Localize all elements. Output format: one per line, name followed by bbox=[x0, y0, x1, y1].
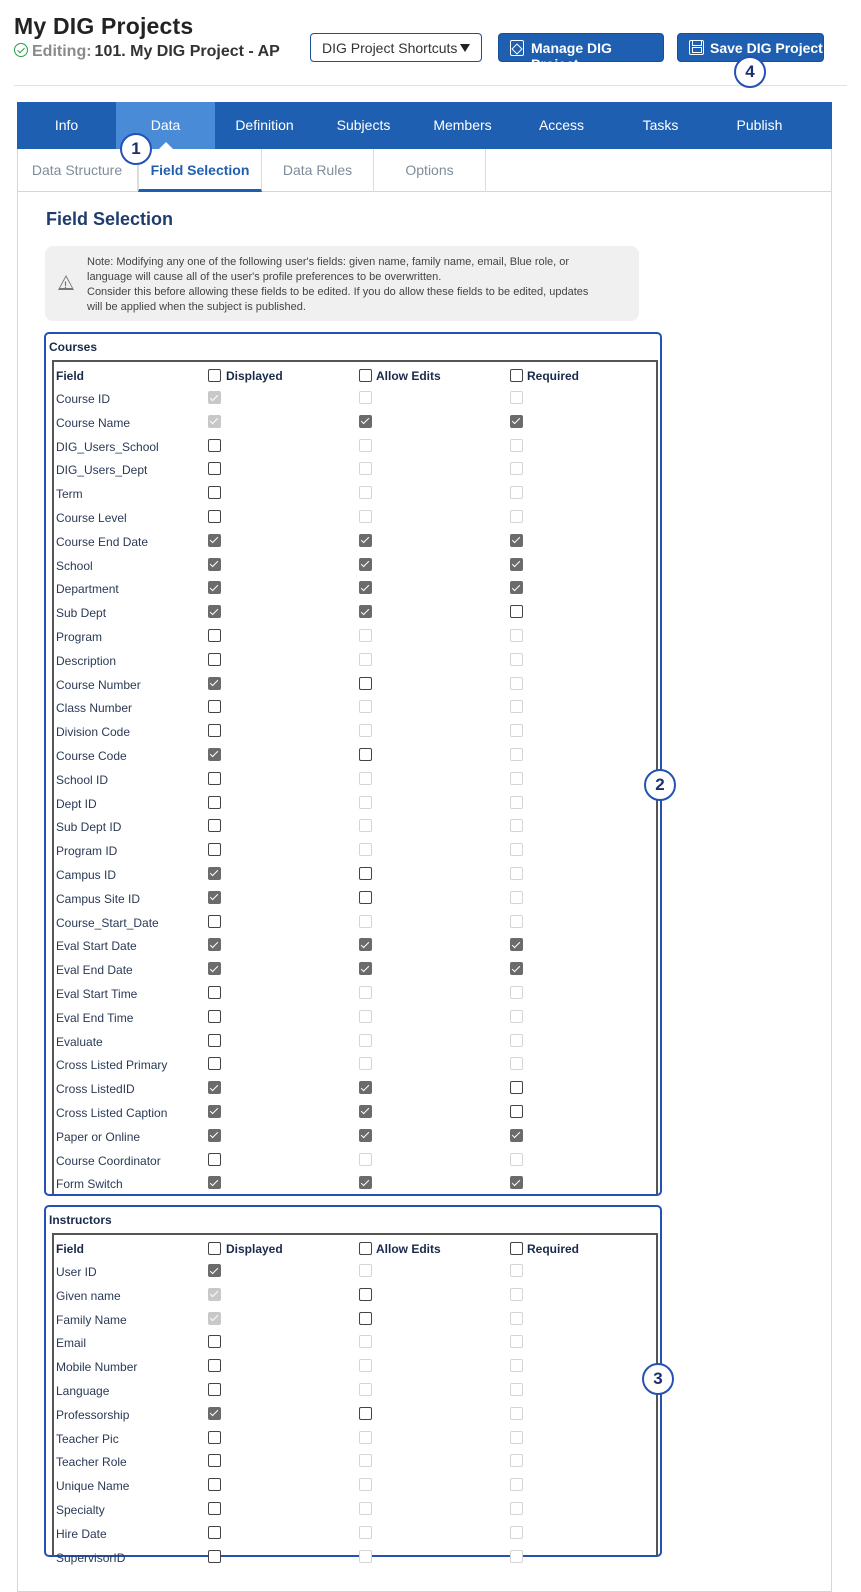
table-row bbox=[54, 1307, 656, 1331]
field-name: Course Coordinator bbox=[56, 1153, 161, 1168]
table-row bbox=[54, 1378, 656, 1402]
allow-edits-checkbox[interactable] bbox=[359, 1129, 372, 1142]
displayed-checkbox[interactable] bbox=[208, 1129, 221, 1142]
allow-edits-checkbox bbox=[359, 629, 372, 642]
field-name: School ID bbox=[56, 772, 109, 787]
allow-edits-checkbox bbox=[359, 915, 372, 928]
project-name: 101. My DIG Project - AP bbox=[94, 43, 280, 60]
note-line-1: Note: Modifying any one of the following user's fields: given name, family name, email, Blue role, or bbox=[87, 256, 570, 268]
manage-project-button[interactable] bbox=[498, 33, 664, 72]
manage-icon bbox=[510, 40, 524, 56]
field-name: Paper or Online bbox=[56, 1129, 141, 1144]
required-checkbox bbox=[510, 462, 523, 475]
allow-edits-checkbox[interactable] bbox=[359, 534, 372, 547]
allow-edits-checkbox[interactable] bbox=[359, 748, 372, 761]
callout-3: 3 bbox=[642, 1363, 674, 1395]
allow-edits-checkbox bbox=[359, 653, 372, 666]
check-circle-icon bbox=[14, 43, 28, 57]
field-name: Course ID bbox=[56, 392, 111, 406]
tab-publish[interactable]: Publish bbox=[736, 117, 783, 133]
displayed-checkbox[interactable] bbox=[208, 581, 221, 594]
shortcuts-dropdown[interactable] bbox=[310, 33, 482, 62]
table-row bbox=[54, 1354, 656, 1378]
required-checkbox bbox=[510, 867, 523, 880]
field-name: Form Switch bbox=[56, 1177, 123, 1192]
allow-edits-checkbox bbox=[359, 1502, 372, 1515]
tab-tasks[interactable]: Tasks bbox=[642, 117, 679, 133]
allow-edits-checkbox bbox=[359, 1526, 372, 1539]
table-row bbox=[54, 981, 656, 1005]
field-name: Program ID bbox=[56, 844, 118, 859]
table-row bbox=[54, 1259, 656, 1283]
caret-down-icon bbox=[460, 44, 470, 52]
allow-edits-checkbox bbox=[359, 724, 372, 737]
field-name: Campus ID bbox=[56, 867, 117, 882]
table-row bbox=[54, 1497, 656, 1521]
subtab-data-structure[interactable]: Data Structure bbox=[17, 149, 138, 192]
allow-edits-checkbox[interactable] bbox=[359, 1105, 372, 1118]
table-row bbox=[54, 1171, 656, 1195]
field-name: Hire Date bbox=[56, 1526, 107, 1541]
displayed-checkbox[interactable] bbox=[208, 1153, 221, 1166]
tab-data[interactable]: Data bbox=[116, 102, 215, 149]
select-all-required[interactable] bbox=[510, 369, 523, 382]
required-checkbox bbox=[510, 724, 523, 737]
field-name: Course_Start_Date bbox=[56, 915, 159, 930]
field-name: Program bbox=[56, 629, 103, 644]
field-name: Specialty bbox=[56, 1502, 105, 1517]
callout-2: 2 bbox=[644, 769, 676, 801]
table-row bbox=[54, 410, 656, 434]
table-row bbox=[54, 1521, 656, 1545]
col-allow-edits: Allow Edits bbox=[376, 369, 441, 383]
displayed-checkbox[interactable] bbox=[208, 1359, 221, 1372]
allow-edits-checkbox[interactable] bbox=[359, 891, 372, 904]
allow-edits-checkbox bbox=[359, 1264, 372, 1277]
required-checkbox bbox=[510, 510, 523, 523]
required-checkbox bbox=[510, 1526, 523, 1539]
displayed-checkbox[interactable] bbox=[208, 462, 221, 475]
allow-edits-checkbox[interactable] bbox=[359, 1176, 372, 1189]
required-checkbox bbox=[510, 796, 523, 809]
table-row bbox=[54, 600, 656, 624]
table-row bbox=[54, 672, 656, 696]
displayed-checkbox[interactable] bbox=[208, 486, 221, 499]
section-title: Field Selection bbox=[46, 209, 174, 229]
table-row bbox=[54, 1005, 656, 1029]
field-name: Cross ListedID bbox=[56, 1082, 135, 1097]
displayed-checkbox bbox=[208, 391, 221, 404]
field-name: Teacher Pic bbox=[56, 1431, 119, 1446]
field-name: Eval End Date bbox=[56, 963, 133, 978]
displayed-checkbox[interactable] bbox=[208, 1057, 221, 1070]
displayed-checkbox[interactable] bbox=[208, 534, 221, 547]
allow-edits-checkbox bbox=[359, 1010, 372, 1023]
displayed-checkbox[interactable] bbox=[208, 891, 221, 904]
allow-edits-checkbox bbox=[359, 486, 372, 499]
allow-edits-checkbox bbox=[359, 1335, 372, 1348]
table-row bbox=[54, 743, 656, 767]
table-row bbox=[54, 1330, 656, 1354]
courses-rows bbox=[54, 386, 656, 1195]
required-checkbox[interactable] bbox=[510, 962, 523, 975]
displayed-checkbox[interactable] bbox=[208, 867, 221, 880]
table-row bbox=[54, 1473, 656, 1497]
field-name: Term bbox=[56, 487, 83, 502]
allow-edits-checkbox bbox=[359, 819, 372, 832]
field-name: Course End Date bbox=[56, 534, 149, 549]
instructors-rows bbox=[54, 1259, 656, 1568]
allow-edits-checkbox bbox=[359, 986, 372, 999]
table-row bbox=[54, 553, 656, 577]
field-name: Teacher Role bbox=[56, 1455, 127, 1470]
table-row bbox=[54, 1052, 656, 1076]
required-checkbox[interactable] bbox=[510, 1081, 523, 1094]
field-name: Evaluate bbox=[56, 1034, 103, 1049]
note-line-2: language will cause all of the user's profile preferences to be overwritten. bbox=[87, 271, 442, 283]
select-all-allow-edits[interactable] bbox=[359, 1242, 372, 1255]
field-name: Email bbox=[56, 1336, 87, 1351]
allow-edits-checkbox bbox=[359, 772, 372, 785]
required-checkbox bbox=[510, 653, 523, 666]
callout-1: 1 bbox=[120, 133, 152, 165]
allow-edits-checkbox bbox=[359, 1359, 372, 1372]
required-checkbox bbox=[510, 1550, 523, 1563]
courses-title: Courses bbox=[49, 340, 98, 354]
displayed-checkbox[interactable] bbox=[208, 1105, 221, 1118]
field-name: Language bbox=[56, 1383, 110, 1398]
save-label: Save DIG Project bbox=[710, 40, 823, 56]
required-checkbox[interactable] bbox=[510, 1176, 523, 1189]
table-row bbox=[54, 838, 656, 862]
displayed-checkbox[interactable] bbox=[208, 772, 221, 785]
displayed-checkbox[interactable] bbox=[208, 439, 221, 452]
col-required: Required bbox=[527, 1242, 580, 1256]
allow-edits-checkbox[interactable] bbox=[359, 962, 372, 975]
instructors-group bbox=[44, 1205, 662, 1565]
table-row bbox=[54, 791, 656, 815]
table-row bbox=[54, 1426, 656, 1450]
field-name: Class Number bbox=[56, 701, 133, 716]
table-row bbox=[54, 1124, 656, 1148]
table-row bbox=[54, 886, 656, 910]
table-row bbox=[54, 1283, 656, 1307]
field-name: Eval End Time bbox=[56, 1010, 134, 1025]
required-checkbox[interactable] bbox=[510, 534, 523, 547]
table-row bbox=[54, 862, 656, 886]
col-required: Required bbox=[527, 369, 580, 383]
table-row bbox=[54, 695, 656, 719]
allow-edits-checkbox bbox=[359, 1383, 372, 1396]
required-checkbox bbox=[510, 1335, 523, 1348]
table-row bbox=[54, 576, 656, 600]
displayed-checkbox[interactable] bbox=[208, 1407, 221, 1420]
col-displayed: Displayed bbox=[226, 369, 283, 383]
field-name: Department bbox=[56, 582, 119, 597]
allow-edits-checkbox bbox=[359, 1057, 372, 1070]
field-name: Professorship bbox=[56, 1407, 130, 1422]
required-checkbox bbox=[510, 439, 523, 452]
field-name: School bbox=[56, 558, 93, 573]
displayed-checkbox bbox=[208, 1288, 221, 1301]
allow-edits-checkbox[interactable] bbox=[359, 1312, 372, 1325]
required-checkbox bbox=[510, 843, 523, 856]
field-name: Course Number bbox=[56, 677, 141, 692]
table-row bbox=[54, 386, 656, 410]
required-checkbox bbox=[510, 1057, 523, 1070]
courses-group bbox=[44, 332, 662, 1196]
required-checkbox bbox=[510, 1454, 523, 1467]
tab-subjects[interactable]: Subjects bbox=[336, 117, 391, 133]
select-all-required[interactable] bbox=[510, 1242, 523, 1255]
displayed-checkbox[interactable] bbox=[208, 605, 221, 618]
warning-icon bbox=[58, 275, 74, 290]
displayed-checkbox[interactable] bbox=[208, 1550, 221, 1563]
table-row bbox=[54, 505, 656, 529]
required-checkbox bbox=[510, 1359, 523, 1372]
required-checkbox bbox=[510, 1407, 523, 1420]
displayed-checkbox[interactable] bbox=[208, 938, 221, 951]
allow-edits-checkbox[interactable] bbox=[359, 938, 372, 951]
table-row bbox=[54, 767, 656, 791]
allow-edits-checkbox bbox=[359, 391, 372, 404]
manage-label: Manage DIG Project bbox=[531, 40, 612, 72]
table-row bbox=[54, 957, 656, 981]
allow-edits-checkbox[interactable] bbox=[359, 581, 372, 594]
displayed-checkbox[interactable] bbox=[208, 843, 221, 856]
field-name: Unique Name bbox=[56, 1479, 130, 1494]
required-checkbox[interactable] bbox=[510, 415, 523, 428]
displayed-checkbox[interactable] bbox=[208, 915, 221, 928]
tab-info[interactable]: Info bbox=[54, 117, 79, 133]
field-name: DIG_Users_School bbox=[56, 439, 159, 454]
allow-edits-checkbox bbox=[359, 1431, 372, 1444]
field-name: Description bbox=[56, 653, 117, 668]
required-checkbox[interactable] bbox=[510, 558, 523, 571]
allow-edits-checkbox bbox=[359, 796, 372, 809]
table-row bbox=[54, 814, 656, 838]
required-checkbox[interactable] bbox=[510, 605, 523, 618]
field-name: Course Name bbox=[56, 415, 131, 430]
allow-edits-checkbox[interactable] bbox=[359, 605, 372, 618]
warning-note bbox=[45, 246, 639, 321]
allow-edits-checkbox bbox=[359, 462, 372, 475]
note-line-4: will be applied when the subject is published. bbox=[87, 301, 306, 313]
save-icon bbox=[689, 40, 704, 55]
displayed-checkbox bbox=[208, 1312, 221, 1325]
displayed-checkbox[interactable] bbox=[208, 510, 221, 523]
col-field: Field bbox=[56, 369, 85, 383]
required-checkbox bbox=[510, 391, 523, 404]
courses-table bbox=[52, 360, 658, 1194]
displayed-checkbox[interactable] bbox=[208, 677, 221, 690]
field-name: Course Level bbox=[56, 510, 127, 525]
field-name: Cross Listed Primary bbox=[56, 1058, 168, 1073]
table-row bbox=[54, 1545, 656, 1569]
allow-edits-checkbox bbox=[359, 439, 372, 452]
required-checkbox bbox=[510, 629, 523, 642]
tab-definition[interactable]: Definition bbox=[235, 117, 294, 133]
displayed-checkbox[interactable] bbox=[208, 1081, 221, 1094]
field-name: Mobile Number bbox=[56, 1360, 138, 1375]
tab-access[interactable]: Access bbox=[538, 117, 585, 133]
allow-edits-checkbox bbox=[359, 510, 372, 523]
editing-status bbox=[14, 42, 284, 61]
field-name: Given name bbox=[56, 1288, 121, 1303]
table-header bbox=[54, 362, 656, 386]
field-name: Sub Dept bbox=[56, 606, 107, 621]
allow-edits-checkbox bbox=[359, 1034, 372, 1047]
table-row bbox=[54, 1402, 656, 1426]
instructors-table bbox=[52, 1233, 658, 1565]
required-checkbox[interactable] bbox=[510, 581, 523, 594]
table-row bbox=[54, 1076, 656, 1100]
displayed-checkbox[interactable] bbox=[208, 1383, 221, 1396]
displayed-checkbox[interactable] bbox=[208, 748, 221, 761]
required-checkbox bbox=[510, 986, 523, 999]
displayed-checkbox[interactable] bbox=[208, 653, 221, 666]
col-field: Field bbox=[56, 1242, 85, 1256]
displayed-checkbox[interactable] bbox=[208, 1034, 221, 1047]
header-divider bbox=[14, 85, 847, 86]
required-checkbox bbox=[510, 1034, 523, 1047]
required-checkbox bbox=[510, 1431, 523, 1444]
allow-edits-checkbox[interactable] bbox=[359, 415, 372, 428]
displayed-checkbox[interactable] bbox=[208, 1010, 221, 1023]
displayed-checkbox[interactable] bbox=[208, 1454, 221, 1467]
callout-4: 4 bbox=[734, 56, 766, 88]
required-checkbox bbox=[510, 700, 523, 713]
table-row bbox=[54, 719, 656, 743]
tab-members[interactable]: Members bbox=[433, 117, 492, 133]
displayed-checkbox[interactable] bbox=[208, 819, 221, 832]
displayed-checkbox[interactable] bbox=[208, 1526, 221, 1539]
required-checkbox[interactable] bbox=[510, 1105, 523, 1118]
allow-edits-checkbox[interactable] bbox=[359, 1288, 372, 1301]
field-name: Course Code bbox=[56, 748, 127, 763]
field-name: Division Code bbox=[56, 725, 131, 740]
subtab-data-rules[interactable]: Data Rules bbox=[262, 149, 374, 192]
allow-edits-checkbox[interactable] bbox=[359, 677, 372, 690]
select-all-displayed[interactable] bbox=[208, 369, 221, 382]
required-checkbox[interactable] bbox=[510, 1129, 523, 1142]
allow-edits-checkbox bbox=[359, 843, 372, 856]
displayed-checkbox[interactable] bbox=[208, 962, 221, 975]
required-checkbox bbox=[510, 772, 523, 785]
field-name: Family Name bbox=[56, 1312, 127, 1327]
instructors-title: Instructors bbox=[49, 1213, 112, 1227]
table-row bbox=[54, 529, 656, 553]
required-checkbox bbox=[510, 1312, 523, 1325]
table-row bbox=[54, 624, 656, 648]
table-row bbox=[54, 457, 656, 481]
select-all-displayed[interactable] bbox=[208, 1242, 221, 1255]
required-checkbox bbox=[510, 1264, 523, 1277]
page-title: My DIG Projects bbox=[14, 13, 194, 39]
table-row bbox=[54, 648, 656, 672]
shortcuts-label: DIG Project Shortcuts bbox=[322, 40, 458, 56]
editing-label: Editing: bbox=[32, 43, 92, 60]
displayed-checkbox[interactable] bbox=[208, 1502, 221, 1515]
displayed-checkbox bbox=[208, 415, 221, 428]
table-row bbox=[54, 1029, 656, 1053]
displayed-checkbox[interactable] bbox=[208, 629, 221, 642]
allow-edits-checkbox[interactable] bbox=[359, 1081, 372, 1094]
required-checkbox[interactable] bbox=[510, 938, 523, 951]
required-checkbox bbox=[510, 1153, 523, 1166]
note-line-3: Consider this before allowing these fields to be edited. If you do allow these fields to be edited, updates bbox=[87, 286, 589, 298]
displayed-checkbox[interactable] bbox=[208, 986, 221, 999]
table-row bbox=[54, 434, 656, 458]
select-all-allow-edits[interactable] bbox=[359, 369, 372, 382]
displayed-checkbox[interactable] bbox=[208, 1431, 221, 1444]
field-name: Sub Dept ID bbox=[56, 820, 122, 835]
table-row bbox=[54, 933, 656, 957]
table-row bbox=[54, 1449, 656, 1473]
required-checkbox bbox=[510, 1383, 523, 1396]
displayed-checkbox[interactable] bbox=[208, 1264, 221, 1277]
displayed-checkbox[interactable] bbox=[208, 558, 221, 571]
displayed-checkbox[interactable] bbox=[208, 724, 221, 737]
field-name: Dept ID bbox=[56, 796, 97, 811]
required-checkbox bbox=[510, 748, 523, 761]
table-row bbox=[54, 1148, 656, 1172]
allow-edits-checkbox bbox=[359, 1550, 372, 1563]
allow-edits-checkbox[interactable] bbox=[359, 558, 372, 571]
required-checkbox bbox=[510, 1288, 523, 1301]
col-displayed: Displayed bbox=[226, 1242, 283, 1256]
required-checkbox bbox=[510, 677, 523, 690]
required-checkbox bbox=[510, 819, 523, 832]
allow-edits-checkbox bbox=[359, 1153, 372, 1166]
field-name: Campus Site ID bbox=[56, 891, 141, 906]
displayed-checkbox[interactable] bbox=[208, 1478, 221, 1491]
displayed-checkbox[interactable] bbox=[208, 1176, 221, 1189]
field-name: User ID bbox=[56, 1265, 97, 1279]
required-checkbox bbox=[510, 1502, 523, 1515]
table-row bbox=[54, 481, 656, 505]
required-checkbox bbox=[510, 1478, 523, 1491]
allow-edits-checkbox bbox=[359, 700, 372, 713]
field-name: SupervisorID bbox=[56, 1550, 126, 1565]
col-allow-edits: Allow Edits bbox=[376, 1242, 441, 1256]
table-row bbox=[54, 1100, 656, 1124]
required-checkbox bbox=[510, 1010, 523, 1023]
required-checkbox bbox=[510, 891, 523, 904]
displayed-checkbox[interactable] bbox=[208, 700, 221, 713]
field-name: Cross Listed Caption bbox=[56, 1105, 168, 1120]
displayed-checkbox[interactable] bbox=[208, 1335, 221, 1348]
field-name: Eval Start Time bbox=[56, 986, 138, 1001]
allow-edits-checkbox bbox=[359, 1454, 372, 1467]
subtab-field-selection[interactable]: Field Selection bbox=[138, 149, 262, 192]
allow-edits-checkbox[interactable] bbox=[359, 867, 372, 880]
field-name: Eval Start Date bbox=[56, 939, 137, 954]
allow-edits-checkbox bbox=[359, 1478, 372, 1491]
allow-edits-checkbox[interactable] bbox=[359, 1407, 372, 1420]
required-checkbox bbox=[510, 486, 523, 499]
subtab-options[interactable]: Options bbox=[374, 149, 486, 192]
field-name: DIG_Users_Dept bbox=[56, 463, 148, 478]
table-row bbox=[54, 910, 656, 934]
table-header bbox=[54, 1235, 656, 1259]
required-checkbox bbox=[510, 915, 523, 928]
displayed-checkbox[interactable] bbox=[208, 796, 221, 809]
